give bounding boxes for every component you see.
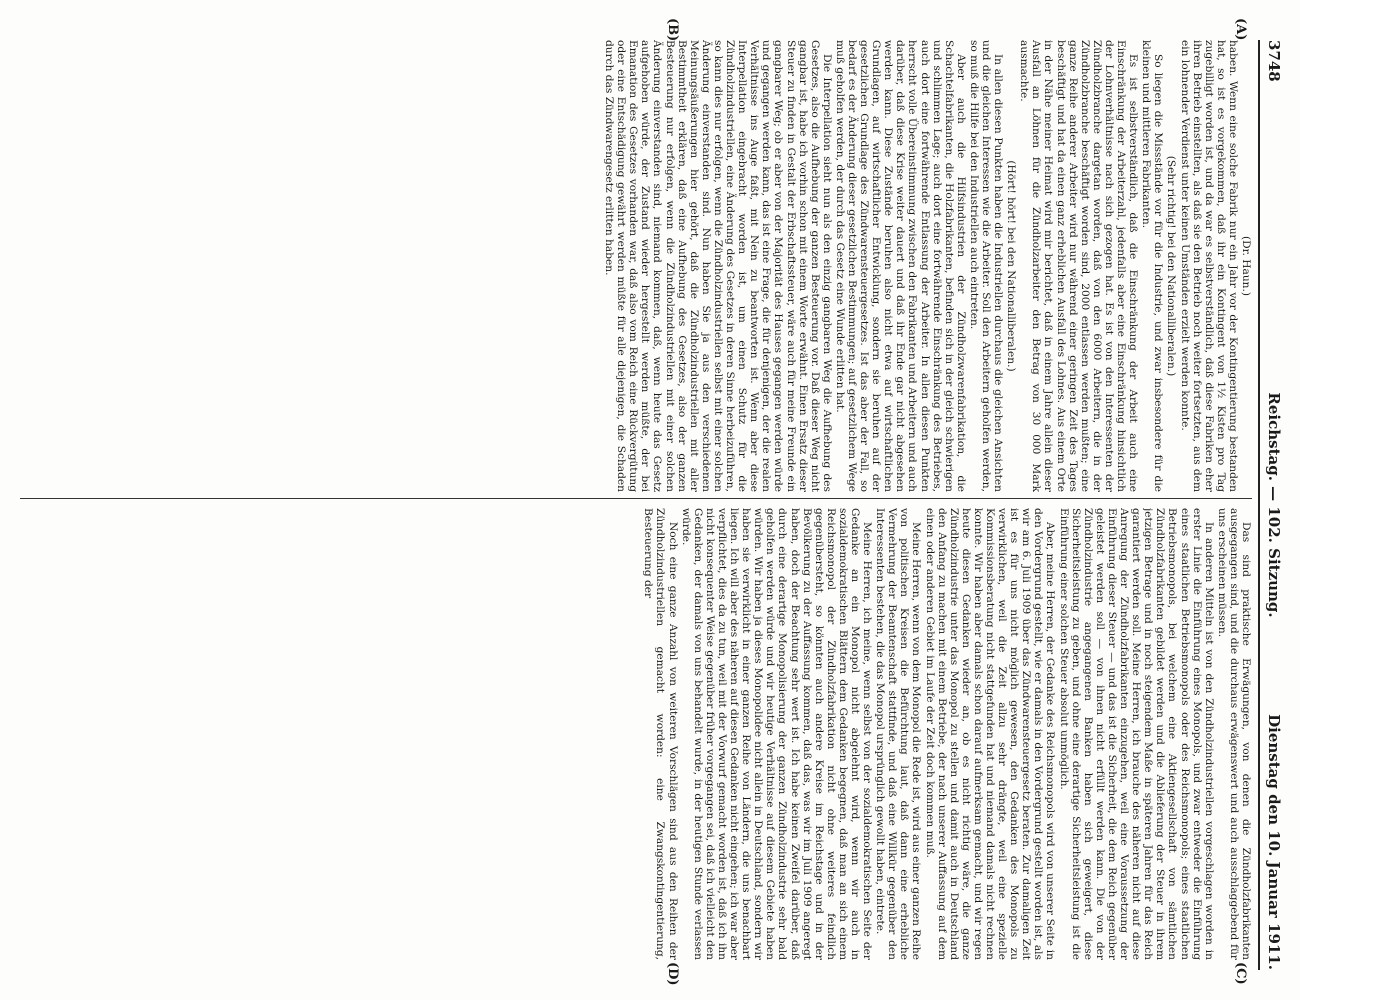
paragraph: So liegen die Missstände vor für die Industrie, und zwar insbesondere für die kleinen und mittleren Fabrikanten. (1140, 40, 1165, 492)
paragraph: In allen diesen Punkten haben die Industriellen durchaus die gleichen Ansichten und die gleichen Interessen wie die Arbeiter. Soll den Arbeitern geholfen werden, so muß die Hilfe bei den Industriellen auch eintreten. (967, 40, 1005, 492)
speaker-label: (Dr. Haun.) (1240, 236, 1252, 296)
page-number: 3748 (1265, 40, 1283, 82)
right-column (20, 508, 1252, 960)
page-title: Reichstag. — 102. Sitzung. (1265, 392, 1283, 618)
interjection: (Hört! hört! bei den Nationalliberalen.) (1005, 160, 1018, 372)
margin-marker-d: (D) (665, 962, 680, 986)
paragraph: Meine Herren, wenn von dem Monopol die Rede ist, wird aus einer ganzen Reihe von politischen Kreisen die Befürchtung laut, daß dann eine erhebliche Vermehrung der Beamtenschaft stattfinde, und daß eine Willkür gegenüber den Interessenten bestehen, die das Monopol ursprünglich gewollt haben, eintrete. (874, 508, 923, 960)
paragraph: Aber auch die Hilfsindustrien der Zündholzwarenfabrikation, die Schachtelfabrikanten, die Holzfabrikanten, befinden sich in der gleich schwierigen und schlimmen Lage; auch dort eine fortwährende Einschränkung des Betriebes, auch dort eine fortwährende Entlassung der Arbeiter. In allen diesen Punkten herrscht volle Übereinstimmung zwischen den Fabrikanten und Arbeitern und auch darüber, daß diese Krise weiter dauert und daß ihr Ende gar nicht abgesehen werden kann. Diese Zustände beruhen also nicht etwa auf wirtschaftlichen Grundlagen, auf wirtschaftlicher Entwicklung, sondern sie beruhen auf der gesetzlichen Grundlage des Zündwarensteuergesetzes. Ist das aber der Fall, so bedarf es der Änderung dieser gesetzlichen Bestimmungen; auf gesetzlichem Wege muß geholfen werden, der durch das Gesetz eine Wunde erlitten hat. (833, 40, 967, 492)
page-header (1262, 40, 1286, 970)
margin-marker-c: (C) (1233, 962, 1248, 985)
paragraph: Aber, meine Herren, der Gedanke des Reichsmonopols wird von unserer Seite in den Vordergrund gestellt, wie er damals in den Vordergrund gestellt worden ist, als wir am 6. Juli 1909 über das Zündwarensteuergesetz beraten. Zur damaligen Zeit ist es für uns nicht möglich gewesen, den Gedanken des Monopols zu verwirklichen, weil die Zeit allzu sehr drängte, weil eine spezielle Kommissionsberatung nicht stattgefunden hat und niemand damals nicht rechnen konnte. Wir haben aber damals schon darauf aufmerksam gemacht, und wir regen heute diesen Gedanken wieder an, ob es nicht richtig wäre, die ganze Zündholzindustrie unter das Monopol zu stellen und damit auch in Deutschland den Anfang zu machen mit einem Betriebe, der nach unserer Auffassung auf dem einen oder anderen Gebiet im Laufe der Zeit doch kommen muß. (923, 508, 1057, 960)
header-rule (1258, 40, 1260, 970)
paragraph: Es ist selbstverständlich, daß die Einschränkung der Arbeit auch eine Einschränkung der Arbeiterzahl, jedenfalls aber eine Einschränkung hinsichtlich der Lohnverhältnisse nach sich gezogen hat. Es ist von den Interessenten der Zündholzbranche dargetan worden, daß von den 6000 Arbeitern, die in der Zündholzbranche beschäftigt worden sind, 2000 entlassen werden mußten; eine ganze Reihe anderer Arbeiter wird nur während einer geringen Zeit des Tages beschäftigt und hat da einen ganz erheblichen Ausfall des Lohnes. Aus einem Orte in der Nähe meiner Heimat wird mir berichtet, daß in einem Jahre allein dieser Ausfall an Löhnen für die Zündholzarbeiter den Betrag von 30 000 Mark ausmachte. (1018, 40, 1140, 492)
margin-marker-a: (A) (1233, 18, 1248, 41)
paragraph: Noch eine ganze Anzahl von weiteren Vorschlägen sind aus den Reihen der Zündholzindustriellen gemacht worden: eine Zwangskontingentierung, Besteuerung der (642, 508, 679, 960)
margin-marker-b: (B) (665, 18, 680, 42)
interjection: (Sehr richtig! bei den Nationalliberalen.) (1165, 155, 1178, 377)
paragraph: Das sind praktische Erwägungen, von denen die Zündholzfabrikanten ausgegangen sind, und die durchaus erwägenswert und auch ausschlaggebend für uns erscheinen müssen. (1215, 508, 1252, 960)
paragraph: Die Interpellation sieht nun als den einzig gangbaren Weg die Aufhebung des Gesetzes, also die Aufhebung der ganzen Besteuerung vor. Daß dieser Weg nicht gangbar ist, habe ich vorhin schon mit einem Worte erwähnt. Einen Ersatz dieser Steuer zu finden in Gestalt der Erbschaftssteuer, wäre auch für meine Freunde ein gangbarer Weg; ob er aber von der Majorität des Hauses gegangen werden würde und gegangen werden kann, das ist eine Frage, die für denjenigen, der die realen Verhältnisse ins Auge faßt, mit Nein zu beantworten ist. Wenn aber diese Interpellation eingebracht worden ist, um einen Schutz für die Zündholzindustriellen, eine Änderung des Gesetzes in deren Sinne herbeizuführen, so kann dies nur erfolgen, wenn die Zündholzindustriellen selbst mit einer solchen Änderung einverstanden sind. Nun haben Sie ja aus den verschiedenen Meinungsäußerungen hier gehört, daß die Zündholzindustriellen mit aller Bestimmtheit erklären, daß eine Aufhebung des Gesetzes, also der ganzen Besteuerung nur erfolgen, wenn die Zündholzindustriellen mit einer solchen Änderung einverstanden sind, niemand kommen, daß, wenn heute das Gesetz aufgehoben würde, der Zustand wieder hergestellt werden müßte, der bei Emanation des Gesetzes vorhanden war, daß also vom Reich eine Rückvergütung oder eine Entschädigung gewährt werden müßte für alle diejenigen, die Schaden durch das Zündwarengesetz erlitten haben. (603, 40, 833, 492)
left-column (20, 40, 1252, 492)
paragraph: In anderen Mitteln ist von den Zündholzindustriellen vorgeschlagen worden in erster Linie die Einführung eines Monopols, und zwar entweder die Einführung eines staatlichen Betriebsmonopols oder des Reichsmonopols; eines staatlichen Betriebsmonopols, bei welchem eine Aktiengesellschaft von sämtlichen Zündholzfabrikanten gebildet werden und die Ablieferung der Steuer in ihrem jetzigen Betrage und in noch steigendem Maße in späteren Jahren für das Reich garantiert werden soll. Meine Herren, ich brauche des näheren nicht auf diese Anregung der Zündholzfabrikanten einzugehen, weil eine Voraussetzung der Einführung dieser Steuer — und das ist die Sicherheit, die dem Reich gegenüber geleistet werden soll — von ihnen nicht erfüllt werden kann. Die von der Zündholzindustrie angegangenen Banken haben sich geweigert, diese Sicherheitsleistung zu geben, und ohne eine derartige Sicherheitsleistung ist die Einführung einer solchen Steuer absolut unmöglich. (1057, 508, 1215, 960)
column-divider (20, 498, 1252, 499)
page-date: Dienstag den 10. Januar 1911. (1265, 714, 1283, 970)
paragraph: Meine Herren, ich meine, wenn selbst von der sozialdemokratischen Seite der Gedanke an ein Monopol nicht abgelehnt wird, wenn wir auch in sozialdemokratischen Blättern dem Gedanken begegnen, daß man an sich einem Reichsmonopol der Zündholzfabrikation nicht ohne weiteres feindlich gegenübersteht, so könnten auch andere Kreise im Reichstage und in der Bevölkerung zu der Auffassung kommen, daß das, was wir im Juli 1909 angeregt haben, doch der Beachtung sehr wert ist. Ich habe keinen Zweifel darüber, daß durch eine derartige Monopolisierung der ganzen Zündholzindustrie sehr bald geholfen werden würde und wir heutige Verhältnisse auf diesem Gebiete haben würden. Wir haben ja dieses Monopolidee nicht allein in Deutschland, sondern wir haben sie verwirklicht in einer ganzen Reihe von Ländern, die uns benachbart liegen. Ich will aber des näheren auf diesen Gedanken nicht eingehen; ich war aber verpflichtet, dies da zu tun, weil mit der Vorwurf gemacht worden ist, daß ich ihn nicht konsequenter Weise gegenüber früher vorgegangen sei, daß ich vielleicht den Gedanken, der damals von uns behandelt wurde, in der heutigen Stunde verlassen würde. (679, 508, 874, 960)
paragraph: haben. Wenn eine solche Fabrik nur ein Jahr vor der Kontingentierung bestanden hat, so ist es vorgekommen, daß ihr ein Kontingent von 1½ Kisten pro Tag zugebilligt worden ist, und da war es selbstverständlich, daß diese Fabriken eher ihren Betrieb einstellten, als daß sie den Betrieb noch weiter fortsetzten, aus dem ein lohnender Verdienst unter keinen Umständen erzielt werden konnte. (1178, 40, 1239, 492)
